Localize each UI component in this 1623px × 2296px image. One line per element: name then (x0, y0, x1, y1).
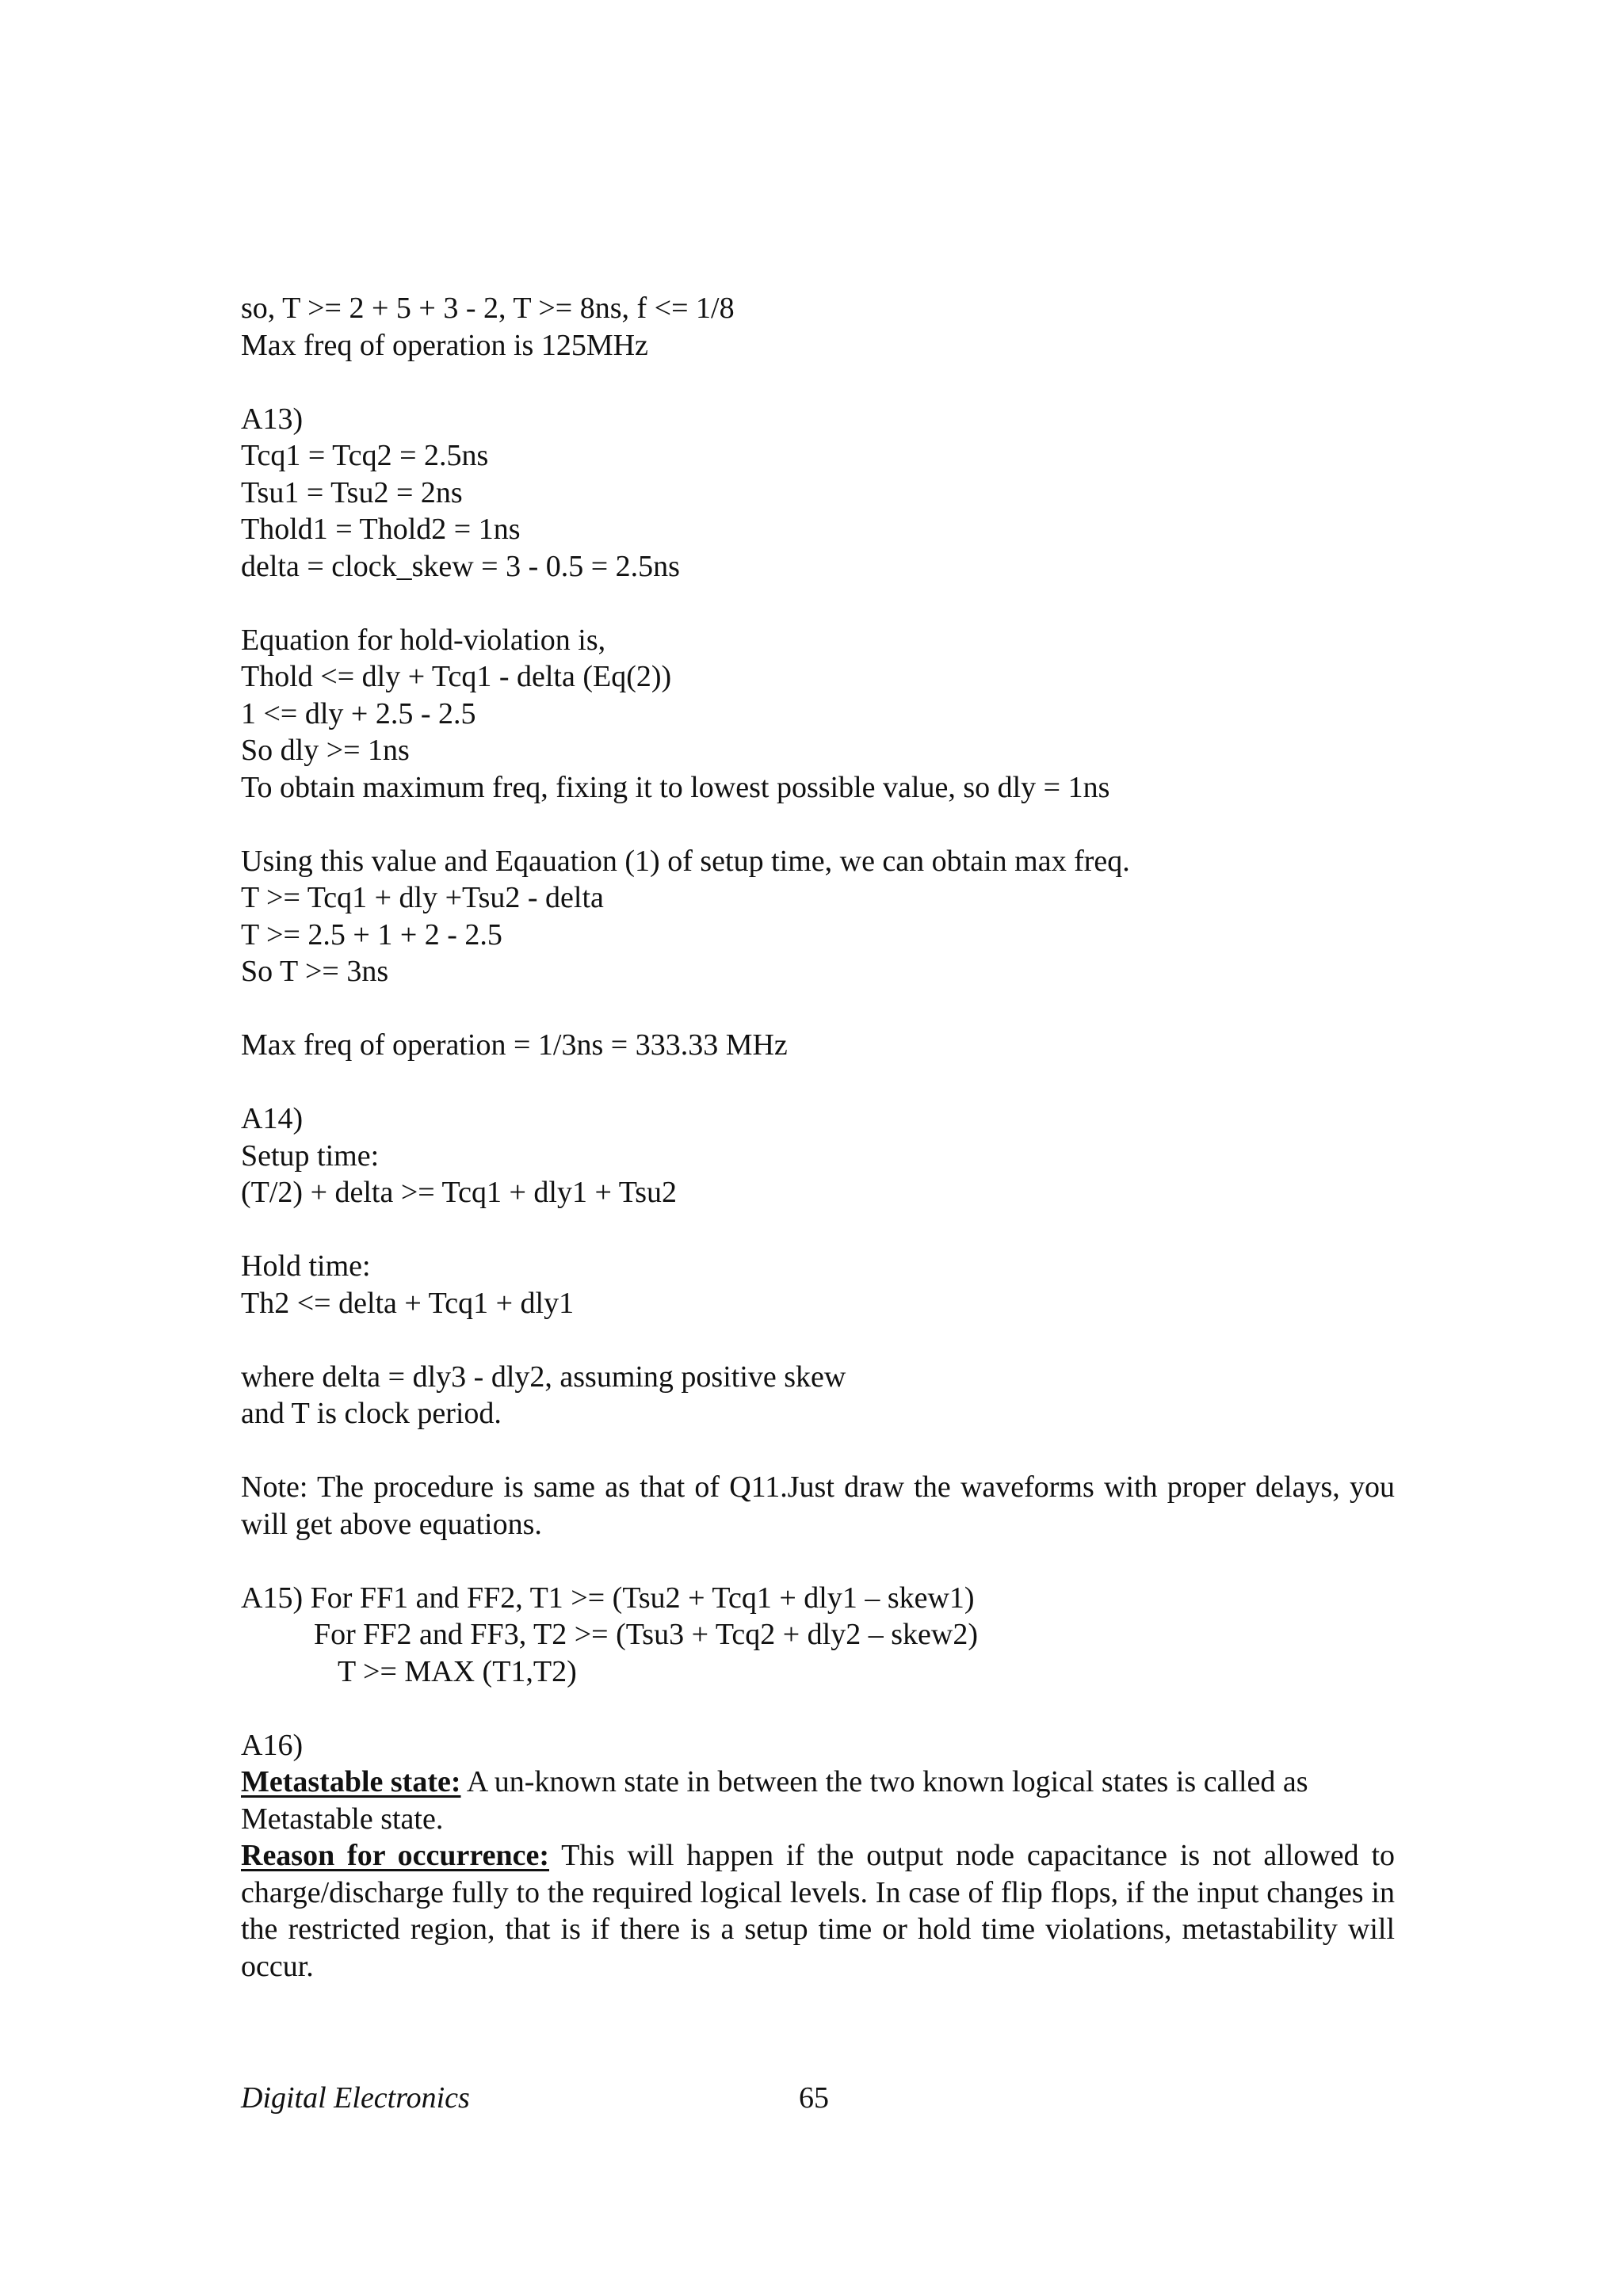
setup-label: Setup time: (241, 1138, 380, 1173)
blank-line (241, 1064, 1395, 1101)
where-line: and T is clock period. (241, 1397, 502, 1430)
hold-line: So dly >= 1ns (241, 734, 410, 767)
blank-line (241, 1543, 1395, 1580)
reason-text: This will happen if the output node capacitance is not allowed to charge/discharge fully to the required logical levels. In case of flip flops, if the input changes in the restricted region, that is if there is a setup time or hold time violations, metastability will occur. (241, 1839, 1396, 1983)
given-line: Tsu1 = Tsu2 = 2ns (241, 475, 463, 509)
metastable-definition (241, 1764, 1395, 1837)
setup-line: T >= Tcq1 + dly +Tsu2 - delta (241, 881, 604, 914)
metastable-label: Metastable state: (241, 1765, 461, 1798)
blank-line (241, 585, 1395, 622)
page-footer (241, 2081, 1395, 2120)
blank-line (241, 1432, 1395, 1470)
note-paragraph: Note: The procedure is same as that of Q11.Just draw the waveforms with proper delays, you will get above equations. (241, 1470, 1395, 1541)
result-line: Max freq of operation = 1/3ns = 333.33 MHz (241, 1028, 788, 1062)
where-line: where delta = dly3 - dly2, assuming positive skew (241, 1360, 846, 1394)
setup-line: Using this value and Eqauation (1) of setup time, we can obtain max freq. (241, 844, 1130, 878)
blank-line (241, 1322, 1395, 1359)
blank-line (241, 364, 1395, 401)
answer-heading-a13: A13) (241, 402, 304, 436)
page-body (241, 290, 1395, 1985)
text-line: Max freq of operation is 125MHz (241, 328, 648, 362)
hold-line: Thold <= dly + Tcq1 - delta (Eq(2)) (241, 660, 672, 693)
blank-line (241, 806, 1395, 843)
given-line: Thold1 = Thold2 = 1ns (241, 513, 521, 546)
hold-line: 1 <= dly + 2.5 - 2.5 (241, 696, 476, 730)
reason-paragraph (241, 1837, 1395, 1985)
hold-line: Equation for hold-violation is, (241, 623, 606, 657)
text-line: so, T >= 2 + 5 + 3 - 2, T >= 8ns, f <= 1/8 (241, 292, 735, 325)
hold-equation: Th2 <= delta + Tcq1 + dly1 (241, 1286, 575, 1320)
reason-label: Reason for occurrence: (241, 1839, 549, 1872)
setup-line: So T >= 3ns (241, 955, 389, 988)
a15-line: For FF2 and FF3, T2 >= (Tsu3 + Tcq2 + dly2 – skew2) (314, 1618, 978, 1651)
given-line: delta = clock_skew = 3 - 0.5 = 2.5ns (241, 549, 680, 583)
blank-line (241, 1690, 1395, 1727)
blank-line (241, 990, 1395, 1028)
blank-line (241, 1211, 1395, 1249)
page-number: 65 (799, 2081, 829, 2115)
footer-title: Digital Electronics (241, 2081, 470, 2115)
metastable-text: A un-known state in between the two known logical states is called as Metastable state. (241, 1765, 1308, 1836)
setup-equation: (T/2) + delta >= Tcq1 + dly1 + Tsu2 (241, 1176, 678, 1209)
setup-line: T >= 2.5 + 1 + 2 - 2.5 (241, 917, 502, 952)
answer-heading-a14: A14) (241, 1102, 304, 1135)
answer-heading-a16: A16) (241, 1728, 304, 1762)
a15-line: A15) For FF1 and FF2, T1 >= (Tsu2 + Tcq1 + dly1 – skew1) (241, 1581, 975, 1615)
given-line: Tcq1 = Tcq2 = 2.5ns (241, 439, 489, 472)
hold-label: Hold time: (241, 1249, 371, 1283)
a15-line: T >= MAX (T1,T2) (338, 1654, 577, 1688)
hold-line: To obtain maximum freq, fixing it to lowest possible value, so dly = 1ns (241, 770, 1110, 804)
